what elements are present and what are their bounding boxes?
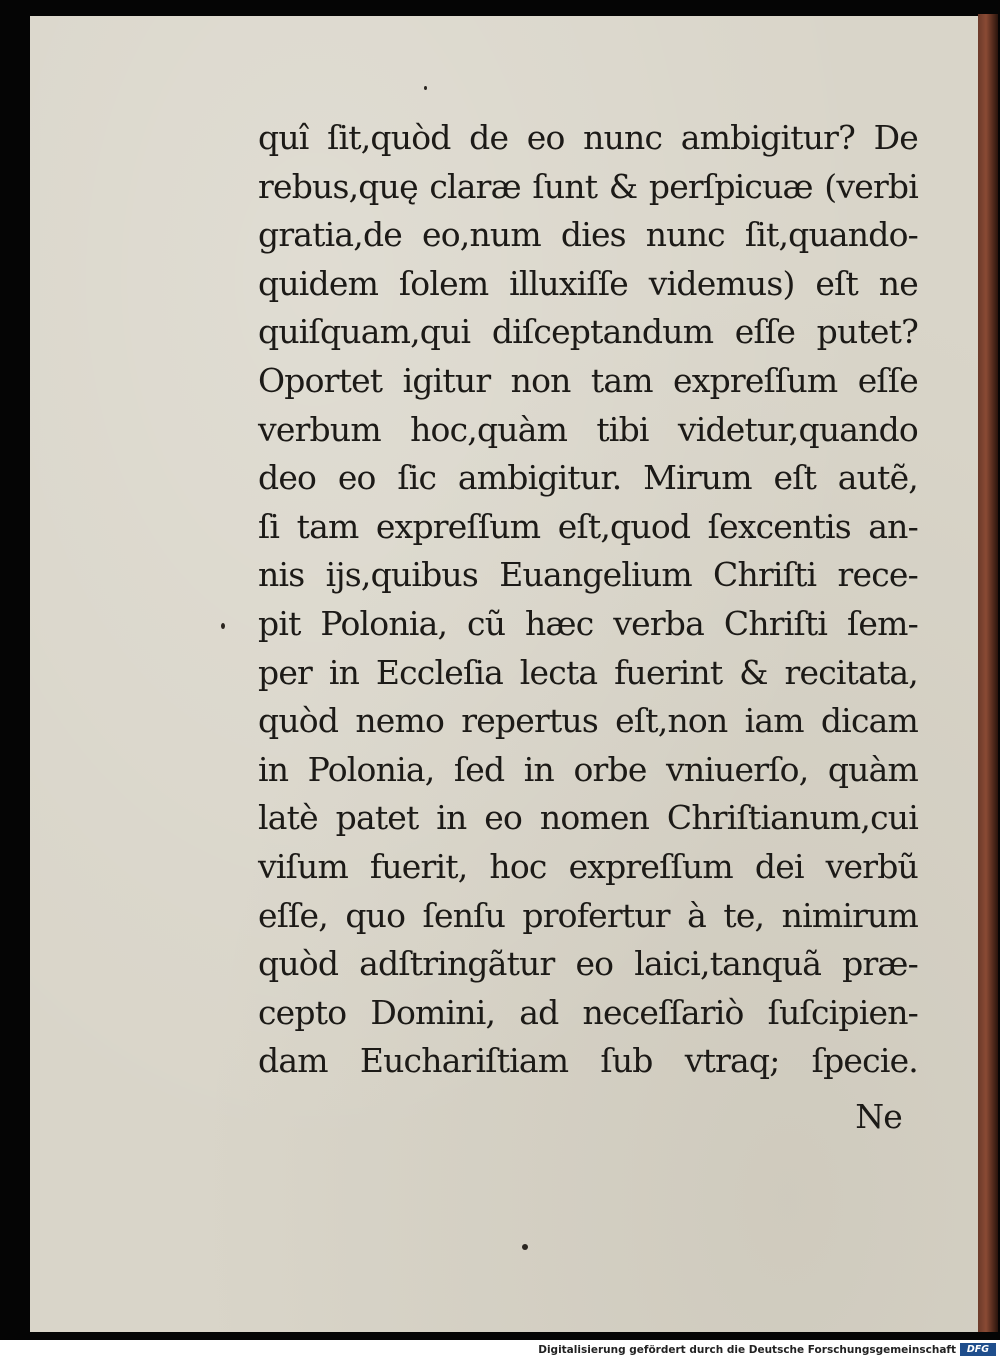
text-line: quòd adſtringãtur eo laici,tanquã præ-: [258, 944, 918, 984]
text-line: rebus,quę claræ ſunt & perſpicuæ (verbi: [258, 166, 918, 206]
text-line: deo eo ſic ambigitur. Mirum eſt autẽ,: [258, 458, 918, 498]
text-line: nis ijs,quibus Euangelium Chriſti rece-: [258, 555, 918, 595]
text-line: cepto Domini, ad neceſſariò ſuſcipien-: [258, 992, 918, 1032]
text-line: quiſquam,qui diſceptandum eſſe putet?: [258, 312, 918, 352]
text-line: pit Polonia, cũ hæc verba Chriſti ſem-: [258, 603, 918, 643]
book-edge: [978, 14, 998, 1332]
text-line: viſum fuerit, hoc expreſſum dei verbũ: [258, 846, 918, 886]
text-line: per in Eccleſia lecta fuerint & recitata,: [258, 652, 918, 692]
ink-speck: [522, 1244, 528, 1250]
text-line: ſi tam expreſſum eſt,quod ſexcentis an-: [258, 506, 918, 546]
text-line: in Polonia, ſed in orbe vniuerſo, quàm: [258, 749, 918, 789]
catchword: Ne: [855, 1097, 902, 1136]
text-line: dam Euchariſtiam ſub vtraq; ſpecie.: [258, 1041, 918, 1081]
text-line: gratia,de eo,num dies nunc ſit,quando-: [258, 215, 918, 255]
text-line: verbum hoc,quàm tibi videtur,quando: [258, 409, 918, 449]
text-line: latè patet in eo nomen Chriſtianum,cui: [258, 798, 918, 838]
footer-credit: Digitalisierung gefördert durch die Deutsche Forschungsgemeinschaft: [538, 1344, 956, 1356]
text-line: Oportet igitur non tam expreſſum eſſe: [258, 360, 918, 400]
text-line: quidem ſolem illuxiſſe videmus) eſt ne: [258, 263, 918, 303]
text-line: eſſe, quo ſenſu profertur à te, nimirum: [258, 895, 918, 935]
ink-speck: [424, 86, 427, 90]
ink-speck: [221, 623, 225, 629]
dfg-logo: DFG: [960, 1343, 996, 1356]
text-line: quî ſit,quòd de eo nunc ambigitur? De: [258, 118, 918, 157]
text-block: [258, 114, 918, 1086]
text-line: quòd nemo repertus eſt,non iam dicam: [258, 701, 918, 741]
